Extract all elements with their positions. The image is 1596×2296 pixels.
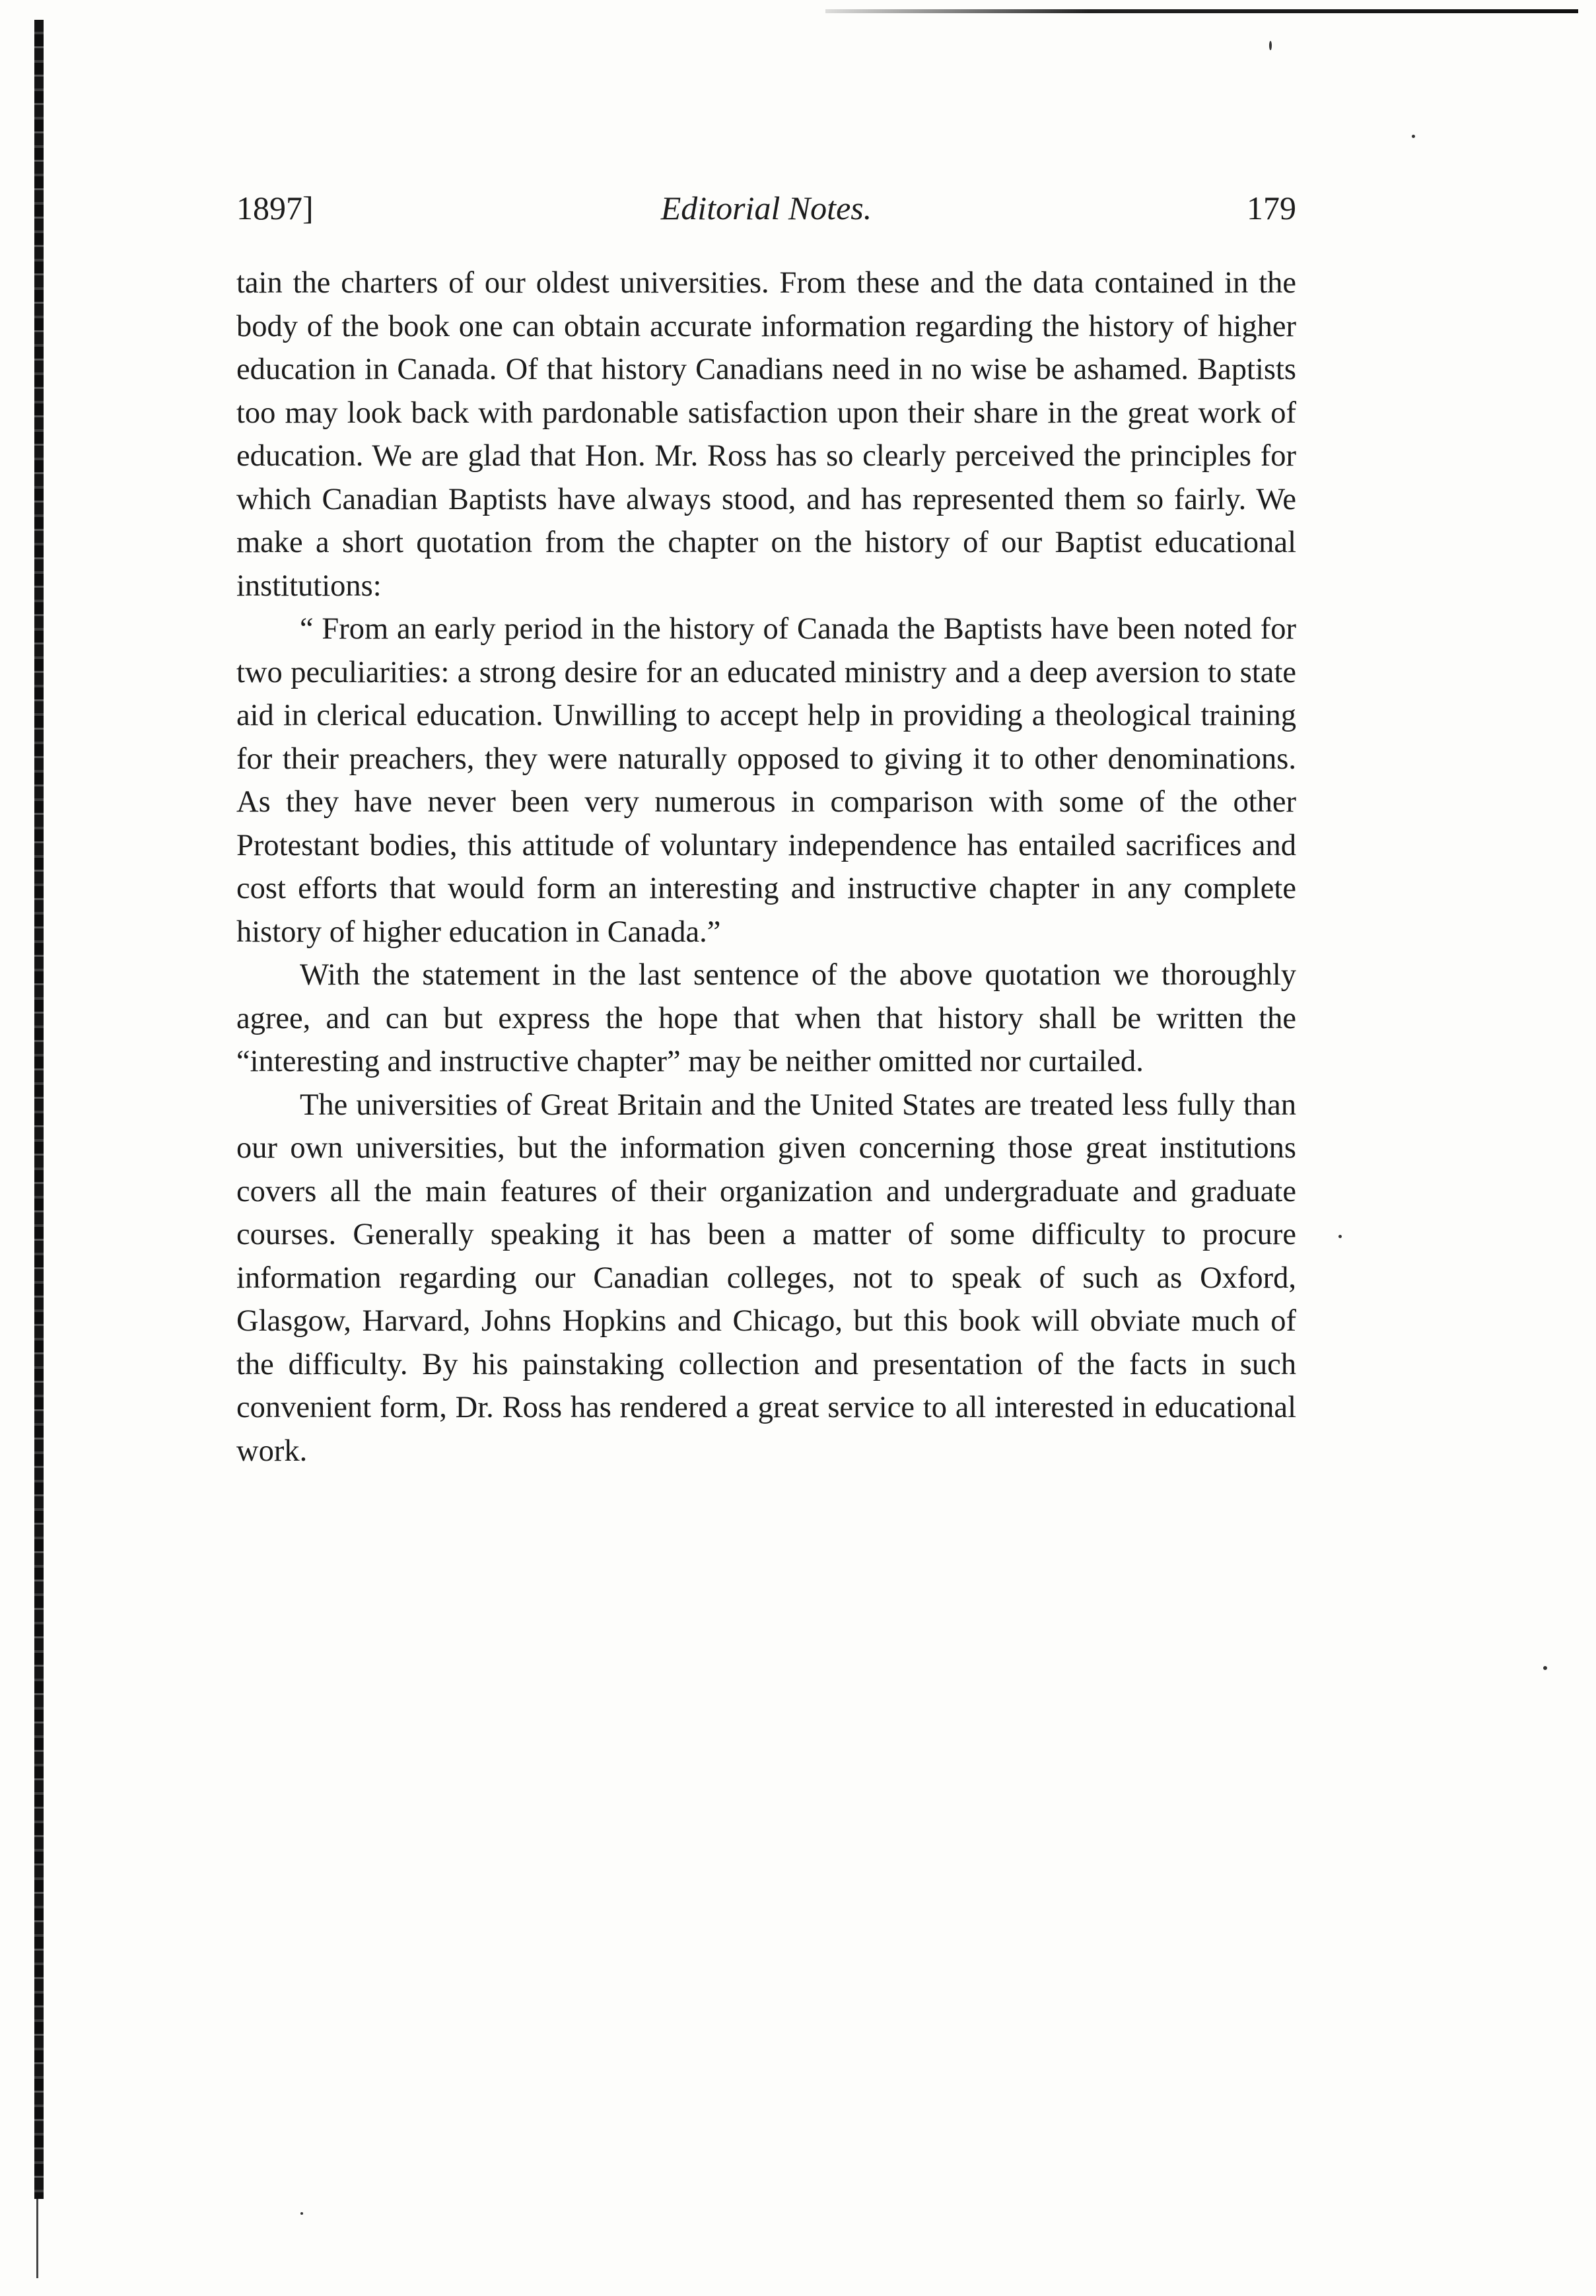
scan-speck xyxy=(1412,135,1415,138)
paragraph-universities: The universities of Great Britain and the United States are treated less fully than our own universities, but the information given concerning those great institutions covers all the main features of their organization and undergraduate and graduate courses. Generally speaking it has been a matter of some difficulty to procure information regarding our Canadian colleges, not to speak of such as Oxford, Glasgow, Harvard, Johns Hopkins and Chicago, but this book will obviate much of the difficulty. By his painstaking collection and presentation of the facts in such convenient form, Dr. Ross has rendered a great service to all interested in educational work. xyxy=(236,1088,1296,1468)
scan-speck xyxy=(300,2212,303,2215)
paragraph-continuation: tain the charters of our oldest universities. From these and the data contained in the body of the book one can obtain accurate information regarding the history of higher education in Canada. Of that history Canadians need in no wise be ashamed. Baptists too may look back with pardonable satisfaction upon their share in the great work of education. We are glad that Hon. Mr. Ross has so clearly perceived the principles for which Canadian Baptists have always stood, and has represented them so fairly. We make a short quotation from the chapter on the history of our Baptist educational institutions: xyxy=(236,266,1296,603)
running-head xyxy=(236,185,1296,231)
scan-speck xyxy=(1543,1666,1547,1670)
scan-speck xyxy=(1338,1235,1342,1238)
running-head-year: 1897] xyxy=(236,190,314,226)
scan-speck xyxy=(1269,41,1272,50)
binding-edge xyxy=(34,20,44,2199)
paragraph-quotation: “ From an early period in the history of Canada the Baptists have been noted for two peculiarities: a strong desire for an educated ministry and a deep aversion to state aid in clerical education. Unwilling to accept help in providing a theological training for their preachers, they were naturally opposed to giving it to other denominations. As they have never been very numerous in comparison with some of the other Protestant bodies, this attitude of voluntary independence has entailed sacrifices and cost efforts that would form an interesting and instructive chapter in any complete history of higher education in Canada.” xyxy=(236,612,1296,949)
scan-top-rule xyxy=(825,9,1578,13)
page-number: 179 xyxy=(1247,190,1296,226)
paragraph-comment: With the statement in the last sentence of the above quotation we thoroughly agree, and can but express the hope that when that history shall be written the “interesting and instructive chapter” may be neither omitted nor curtailed. xyxy=(236,958,1296,1078)
body-text xyxy=(236,261,1296,1473)
running-head-title: Editorial Notes. xyxy=(660,190,872,226)
binding-edge-tail xyxy=(36,2199,38,2278)
